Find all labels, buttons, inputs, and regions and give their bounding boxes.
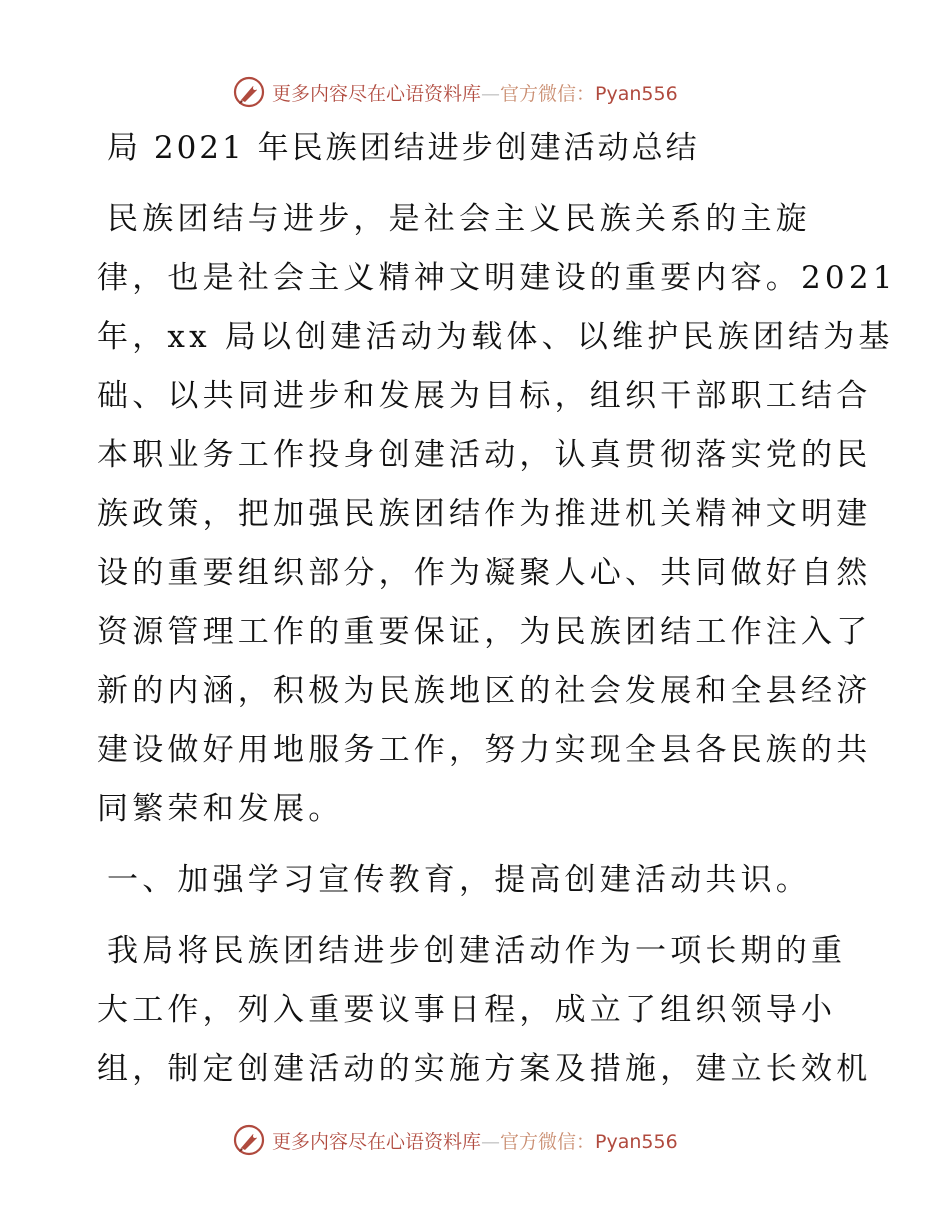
watermark-wechat-handle: Pyan556	[595, 82, 678, 105]
watermark-site-name: 更多内容尽在心语资料库	[272, 82, 482, 105]
watermark-dash: —	[481, 1130, 501, 1153]
paragraph-line: 设的重要组织部分，作为凝聚人心、共同做好自然	[97, 555, 872, 591]
paragraph-line: 础、以共同进步和发展为目标，组织干部职工结合	[97, 378, 872, 414]
watermark-wechat-handle: Pyan556	[595, 1130, 678, 1153]
section-paragraph	[97, 922, 872, 1099]
paragraph-line: 资源管理工作的重要保证，为民族团结工作注入了	[97, 614, 872, 650]
pen-logo-icon	[232, 1123, 266, 1157]
paragraph-line: 本职业务工作投身创建活动，认真贯彻落实党的民	[97, 437, 872, 473]
section-heading: 一、加强学习宣传教育，提高创建活动共识。	[107, 862, 811, 898]
watermark-footer	[232, 1120, 678, 1160]
pen-logo-icon	[232, 75, 266, 109]
paragraph-line: 民族团结与进步，是社会主义民族关系的主旋	[107, 201, 811, 237]
paragraph-line: 年，xx 局以创建活动为载体、以维护民族团结为基	[97, 319, 894, 355]
document-title: 局 2021 年民族团结进步创建活动总结	[107, 130, 700, 166]
paragraph-line: 组，制定创建活动的实施方案及措施，建立长效机	[97, 1051, 872, 1087]
paragraph-line: 同繁荣和发展。	[97, 791, 344, 827]
paragraph-line: 族政策，把加强民族团结作为推进机关精神文明建	[97, 496, 872, 532]
watermark-wechat-label: 官方微信：	[500, 1130, 596, 1153]
paragraph-line: 律，也是社会主义精神文明建设的重要内容。2021	[97, 260, 897, 296]
paragraph-line: 我局将民族团结进步创建活动作为一项长期的重	[107, 933, 847, 969]
watermark-wechat-label: 官方微信：	[500, 82, 596, 105]
paragraph-line: 大工作，列入重要议事日程，成立了组织领导小	[97, 992, 837, 1028]
watermark-dash: —	[481, 82, 501, 105]
document-body	[97, 118, 897, 1099]
watermark-site-name: 更多内容尽在心语资料库	[272, 1130, 482, 1153]
watermark-header	[232, 72, 678, 112]
intro-paragraph	[97, 190, 897, 839]
paragraph-line: 建设做好用地服务工作，努力实现全县各民族的共	[97, 732, 872, 768]
paragraph-line: 新的内涵，积极为民族地区的社会发展和全县经济	[97, 673, 872, 709]
